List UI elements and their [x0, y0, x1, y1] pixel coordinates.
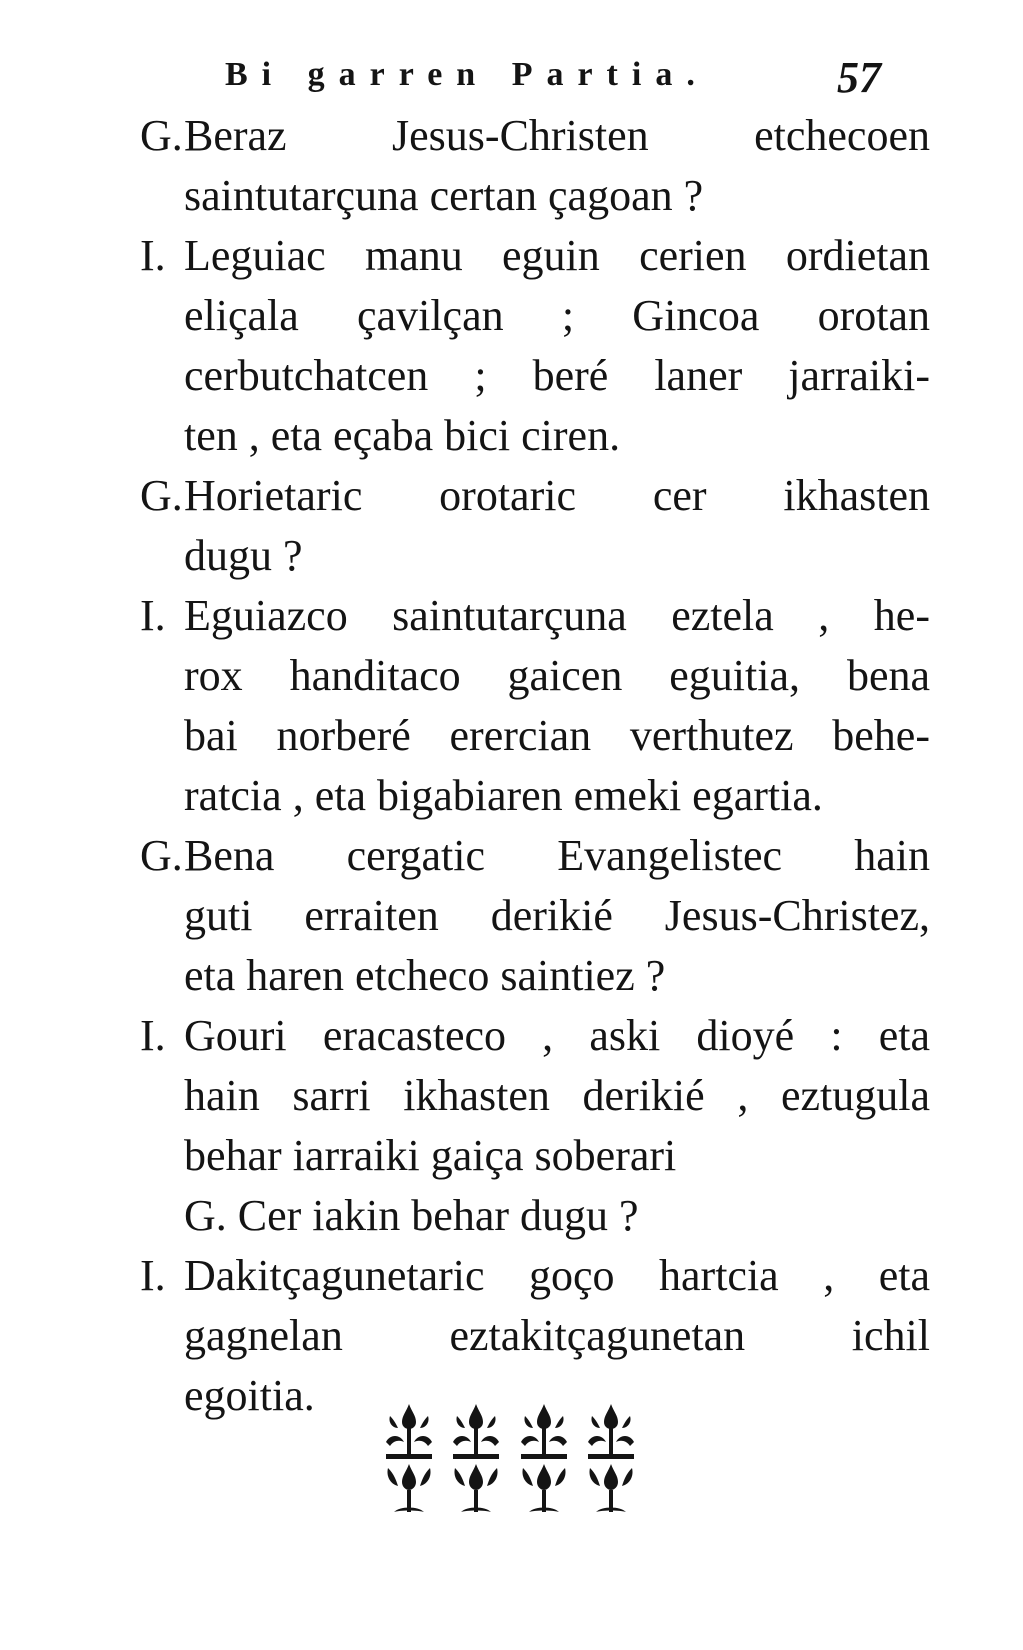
text-line: ten , eta eçaba bici ciren. — [184, 411, 621, 460]
page-header — [225, 52, 925, 106]
running-head: Bi garren Partia. — [225, 56, 709, 93]
text-line: rox handitaco gaicen eguitia, bena — [184, 651, 930, 700]
dialogue-entry — [140, 1246, 930, 1426]
text-line: ratcia , eta bigabiaren emeki egartia. — [184, 771, 823, 820]
text-line: Bena cergatic Evangelistec hain — [184, 831, 930, 880]
fleuron-icon — [380, 1402, 438, 1522]
dialogue-entry — [140, 226, 930, 466]
speaker-label: I. — [140, 1011, 166, 1060]
text-line: behar iarraiki gaiça soberari — [184, 1131, 677, 1180]
fleuron-ornament — [380, 1402, 640, 1522]
fleuron-icon — [515, 1402, 573, 1522]
text-line: eliçala çavilçan ; Gincoa orotan — [184, 291, 930, 340]
text-line: Leguiac manu eguin cerien ordietan — [184, 231, 930, 280]
text-line: cerbutchatcen ; beré laner jarraiki- — [184, 351, 930, 400]
text-line: dugu ? — [184, 531, 303, 580]
speaker-label: I. — [140, 591, 166, 640]
dialogue-entry — [140, 466, 930, 586]
text-line: Eguiazco saintutarçuna eztela , he- — [184, 591, 930, 640]
dialogue-entry — [140, 106, 930, 226]
dialogue-entry — [140, 826, 930, 1006]
speaker-label: I. — [140, 231, 166, 280]
text-line: hain sarri ikhasten derikié , eztugula — [184, 1071, 930, 1120]
text-line: Dakitçagunetaric goço hartcia , eta — [184, 1251, 930, 1300]
speaker-label: G. — [140, 831, 183, 880]
text-line: egoitia. — [184, 1371, 315, 1420]
fleuron-icon — [447, 1402, 505, 1522]
speaker-label: G. — [140, 111, 183, 160]
text-line: Horietaric orotaric cer ikhasten — [184, 471, 930, 520]
text-line: eta haren etcheco saintiez ? — [184, 951, 666, 1000]
text-line: saintutarçuna certan çagoan ? — [184, 171, 704, 220]
text-line: gagnelan eztakitçagunetan ichil — [184, 1311, 930, 1360]
catechism-text — [140, 106, 930, 1426]
text-line: guti erraiten derikié Jesus-Christez, — [184, 891, 930, 940]
text-line: bai norberé erercian verthutez behe- — [184, 711, 930, 760]
text-line: G. Cer iakin behar dugu ? — [184, 1191, 639, 1240]
dialogue-entry — [140, 586, 930, 826]
text-line: Beraz Jesus-Christen etchecoen — [184, 111, 930, 160]
page-number: 57 — [837, 53, 881, 102]
text-line: Gouri eracasteco , aski dioyé : eta — [184, 1011, 930, 1060]
fleuron-icon — [582, 1402, 640, 1522]
dialogue-entry — [140, 1006, 930, 1246]
speaker-label: G. — [140, 471, 183, 520]
speaker-label: I. — [140, 1251, 166, 1300]
